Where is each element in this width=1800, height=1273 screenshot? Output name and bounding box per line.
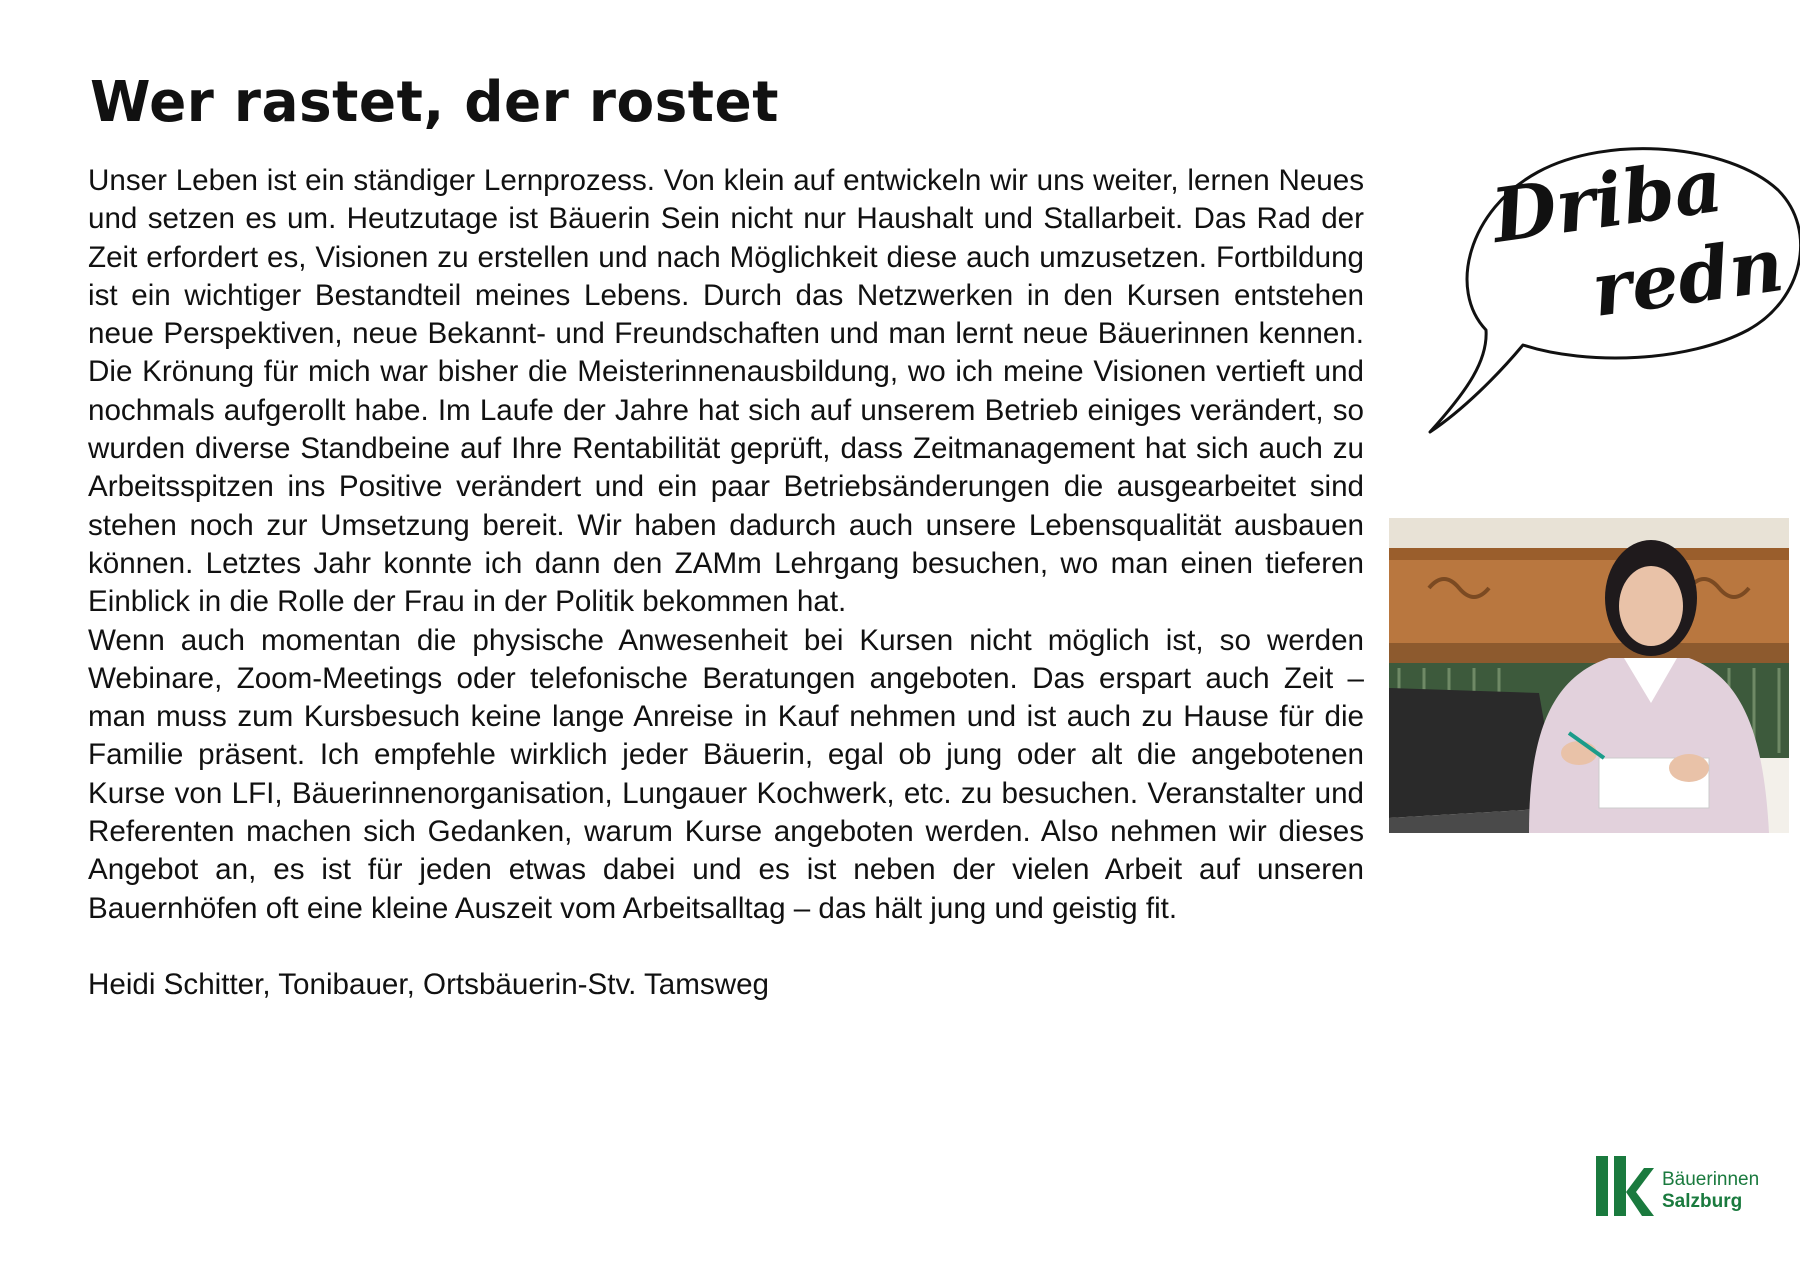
bubble-word: Driba bbox=[1486, 142, 1728, 260]
portrait-photo bbox=[1389, 518, 1789, 833]
article-paragraph: Unser Leben ist ein ständiger Lernprozess. Von klein auf entwickeln wir uns weiter, lernen Neues und setzen es um. Heutzutage ist Bäuerin Sein nicht nur Haushalt und Stallarbeit. Das Rad der Zeit erfordert es, Visionen zu erstellen und nach Möglichkeit diese auch umzusetzen. Fortbildung ist ein wichtiger Bestandteil meines Lebens. Durch das Netzwerken in den Kursen entstehen neue Perspektiven, neue Bekannt- und Freundschaften und man lernt neue Bäuerinnen kennen. Die Krönung für mich war bisher die Meisterinnenausbildung, wo ich meine Visionen vertieft und nochmals aufgerollt habe. Im Laufe der Jahre hat sich auf unserem Betrieb einiges verändert, so wurden diverse Standbeine auf Ihre Rentabilität geprüft, dass Zeitmanagement hat sich auch zu Arbeitsspitzen ins Positive verändert und ein paar Betriebsänderungen die ausgearbeitet sind stehen noch zur Umsetzung bereit. Wir haben dadurch auch unsere Lebensqualität ausbauen können. Letztes Jahr konnte ich dann den ZAMm Lehrgang besuchen, wo man einen tieferen Einblick in die Rolle der Frau in der Politik bekommen hat. bbox=[88, 164, 1364, 619]
portrait-photo-icon bbox=[1389, 518, 1789, 833]
bubble-word: redn bbox=[1586, 222, 1789, 334]
article-body bbox=[88, 162, 1364, 1004]
lk-logo-icon bbox=[1594, 1154, 1654, 1218]
logo-text: Bäuerinnen bbox=[1662, 1169, 1760, 1190]
page-title: Wer rastet, der rostet bbox=[90, 70, 779, 135]
lk-logo bbox=[1594, 1152, 1770, 1222]
author-line: Heidi Schitter, Tonibauer, Ortsbäuerin-Stv. Tamsweg bbox=[88, 967, 769, 1001]
speech-bubble bbox=[1408, 140, 1800, 440]
article-paragraph: Wenn auch momentan die physische Anwesenheit bei Kursen nicht möglich ist, so werden Webinare, Zoom-Meetings oder telefonische Beratungen angeboten. Das erspart auch Zeit – man muss zum Kursbesuch keine lange Anreise in Kauf nehmen und ist auch zu Hause für die Familie präsent. Ich empfehle wirklich jeder Bäuerin, egal ob jung oder alt die angebotenen Kurse von LFI, Bäuerinnenorganisation, Lungauer Kochwerk, etc. zu besuchen. Veranstalter und Referenten machen sich Gedanken, warum Kurse angeboten werden. Also nehmen wir dieses Angebot an, es ist für jeden etwas dabei und es ist neben der vielen Arbeit auf unseren Bauernhöfen oft eine kleine Auszeit vom Arbeitsalltag – das hält jung und geistig fit. bbox=[88, 623, 1364, 925]
logo-text: Salzburg bbox=[1662, 1191, 1743, 1212]
